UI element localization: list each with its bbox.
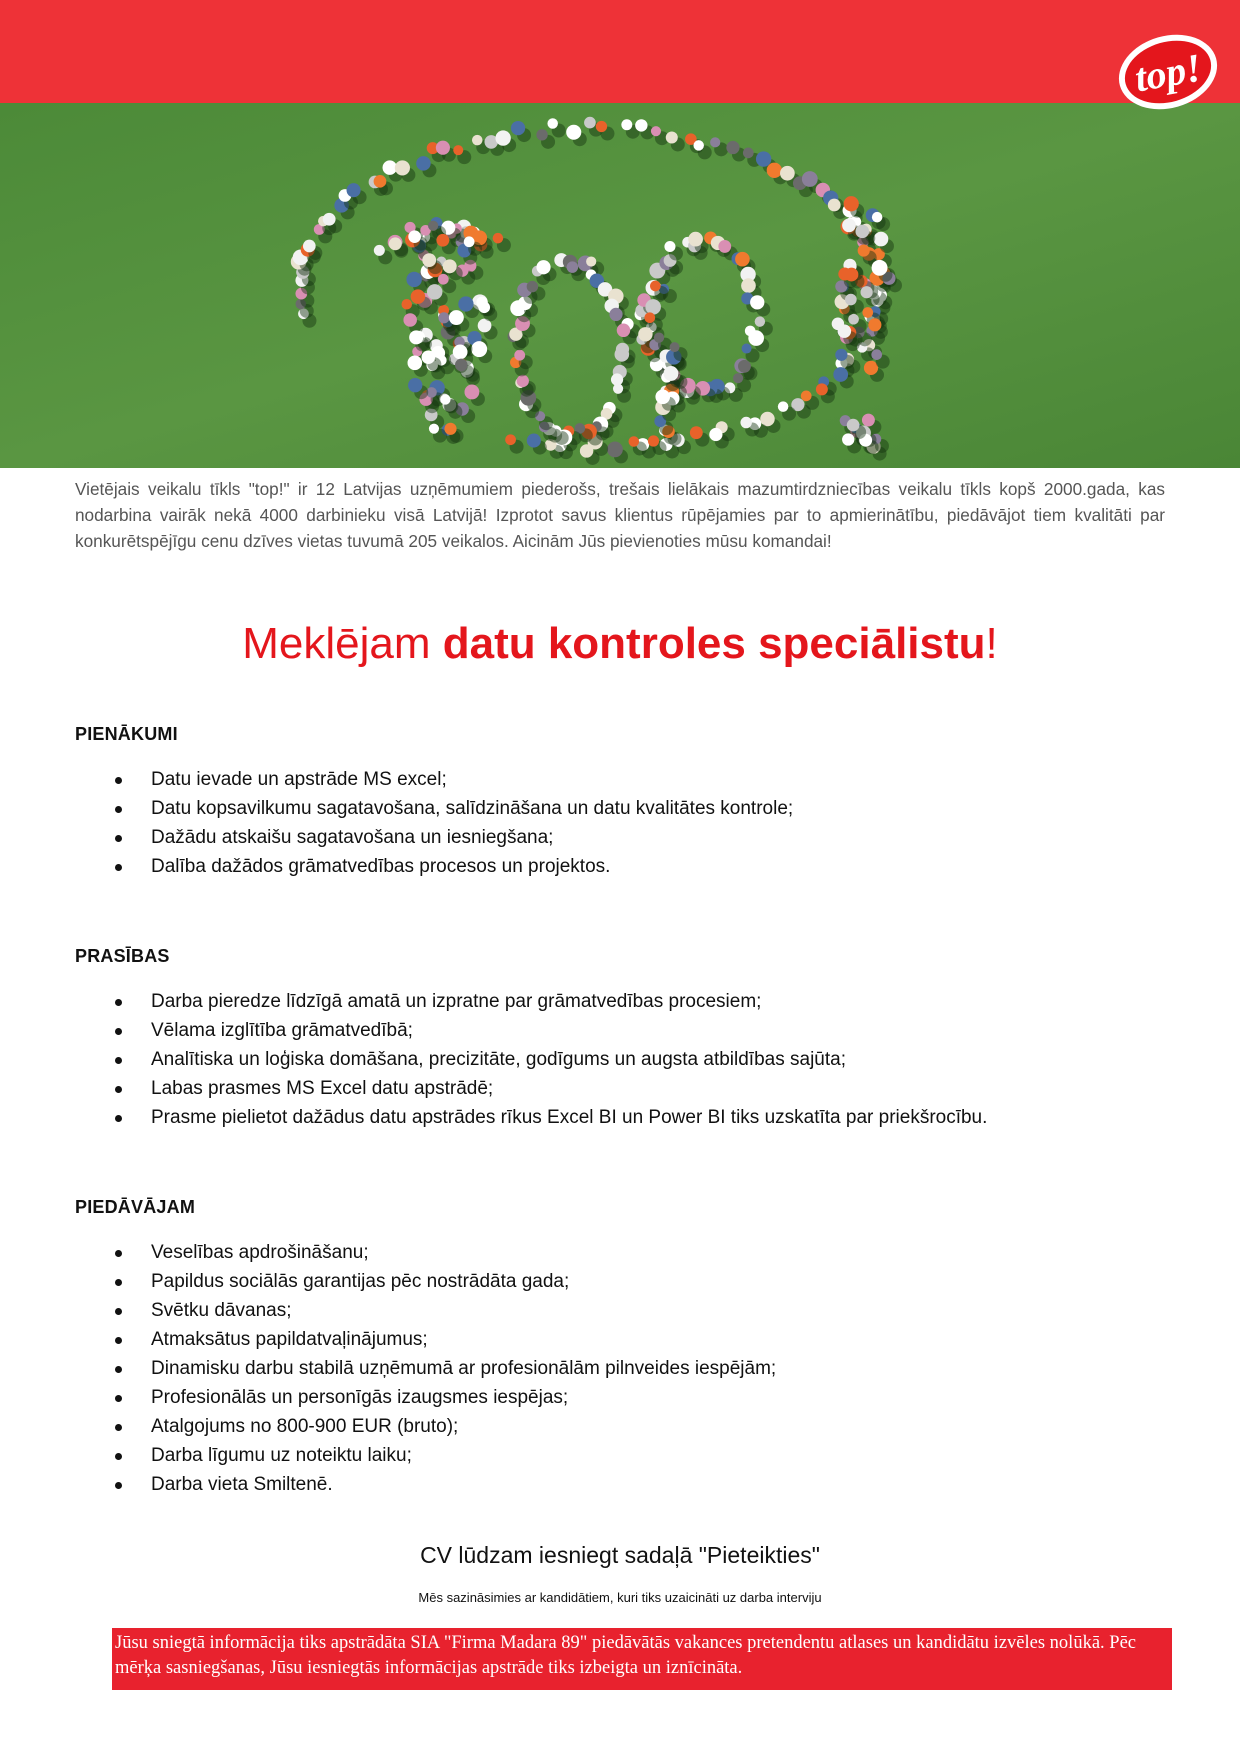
list-item: Prasme pielietot dažādus datu apstrādes rīkus Excel BI un Power BI tiks uzskatīta par priekšrocību.: [75, 1103, 987, 1132]
requirements-title: PRASĪBAS: [75, 946, 170, 966]
job-headline: [0, 616, 1240, 672]
logo-text: top!: [1131, 44, 1205, 101]
list-item: Profesionālās un personīgās izaugsmes iespējas;: [75, 1383, 776, 1412]
list-item: Datu kopsavilkumu sagatavošana, salīdzināšana un datu kvalitātes kontrole;: [75, 794, 793, 823]
list-item: Svētku dāvanas;: [75, 1296, 776, 1325]
headline-suffix: !: [985, 619, 998, 668]
list-item: Dalība dažādos grāmatvedības procesos un projektos.: [75, 852, 793, 881]
headline-position: datu kontroles speciālistu: [442, 619, 986, 668]
list-item: Atalgojums no 800-900 EUR (bruto);: [75, 1412, 776, 1441]
list-item: Vēlama izglītība grāmatvedībā;: [75, 1016, 987, 1045]
list-item: Darba vieta Smiltenē.: [75, 1470, 776, 1499]
offer-title: PIEDĀVĀJAM: [75, 1197, 196, 1217]
headline-prefix: Meklējam: [242, 619, 443, 668]
list-item: Darba pieredze līdzīgā amatā un izpratne par grāmatvedības procesiem;: [75, 987, 987, 1016]
list-item: Datu ievade un apstrāde MS excel;: [75, 765, 793, 794]
duties-list: [75, 765, 793, 881]
list-item: Labas prasmes MS Excel datu apstrādē;: [75, 1074, 987, 1103]
header-bar: [0, 0, 1240, 103]
privacy-notice: Jūsu sniegtā informācija tiks apstrādāta SIA "Firma Madara 89" piedāvātās vakances pretendentu atlases un kandidātu izvēles nolūkā. Pēc mērķa sasniegšanas, Jūsu iesniegtās informācijas apstrāde tiks izbeigta un iznīcināta.: [112, 1628, 1172, 1690]
cv-instruction: CV lūdzam iesniegt sadaļā "Pieteikties": [420, 1542, 820, 1568]
list-item: Darba līgumu uz noteiktu laiku;: [75, 1441, 776, 1470]
offer-list: [75, 1238, 776, 1499]
list-item: Atmaksātus papildatvaļinājumus;: [75, 1325, 776, 1354]
list-item: Veselības apdrošināšanu;: [75, 1238, 776, 1267]
list-item: Analītiska un loģiska domāšana, precizitāte, godīgums un augsta atbildības sajūta;: [75, 1045, 987, 1074]
top-logo: [1114, 20, 1226, 116]
contact-note: Mēs sazināsimies ar kandidātiem, kuri tiks uzaicināti uz darba interviju: [418, 1590, 822, 1605]
requirements-list: [75, 987, 987, 1132]
company-intro: Vietējais veikalu tīkls "top!" ir 12 Latvijas uzņēmumiem piederošs, trešais lielākais mazumtirdzniecības veikalu tīkls kopš 2000.gada, kas nodarbina vairāk nekā 4000 darbinieku visā Latvijā! Izprotot savus klientus rūpējamies par to apmierinātību, piedāvājot tiem kvalitāti par konkurētspējīgu cenu dzīves vietas tuvumā 205 veikalos. Aicinām Jūs pievienoties mūsu komandai!: [75, 479, 1165, 551]
list-item: Dinamisku darbu stabilā uzņēmumā ar profesionālām pilnveides iespējām;: [75, 1354, 776, 1383]
duties-title: PIENĀKUMI: [75, 724, 178, 744]
hero-photo: [0, 103, 1240, 468]
list-item: Dažādu atskaišu sagatavošana un iesniegšana;: [75, 823, 793, 852]
list-item: Papildus sociālās garantijas pēc nostrādāta gada;: [75, 1267, 776, 1296]
